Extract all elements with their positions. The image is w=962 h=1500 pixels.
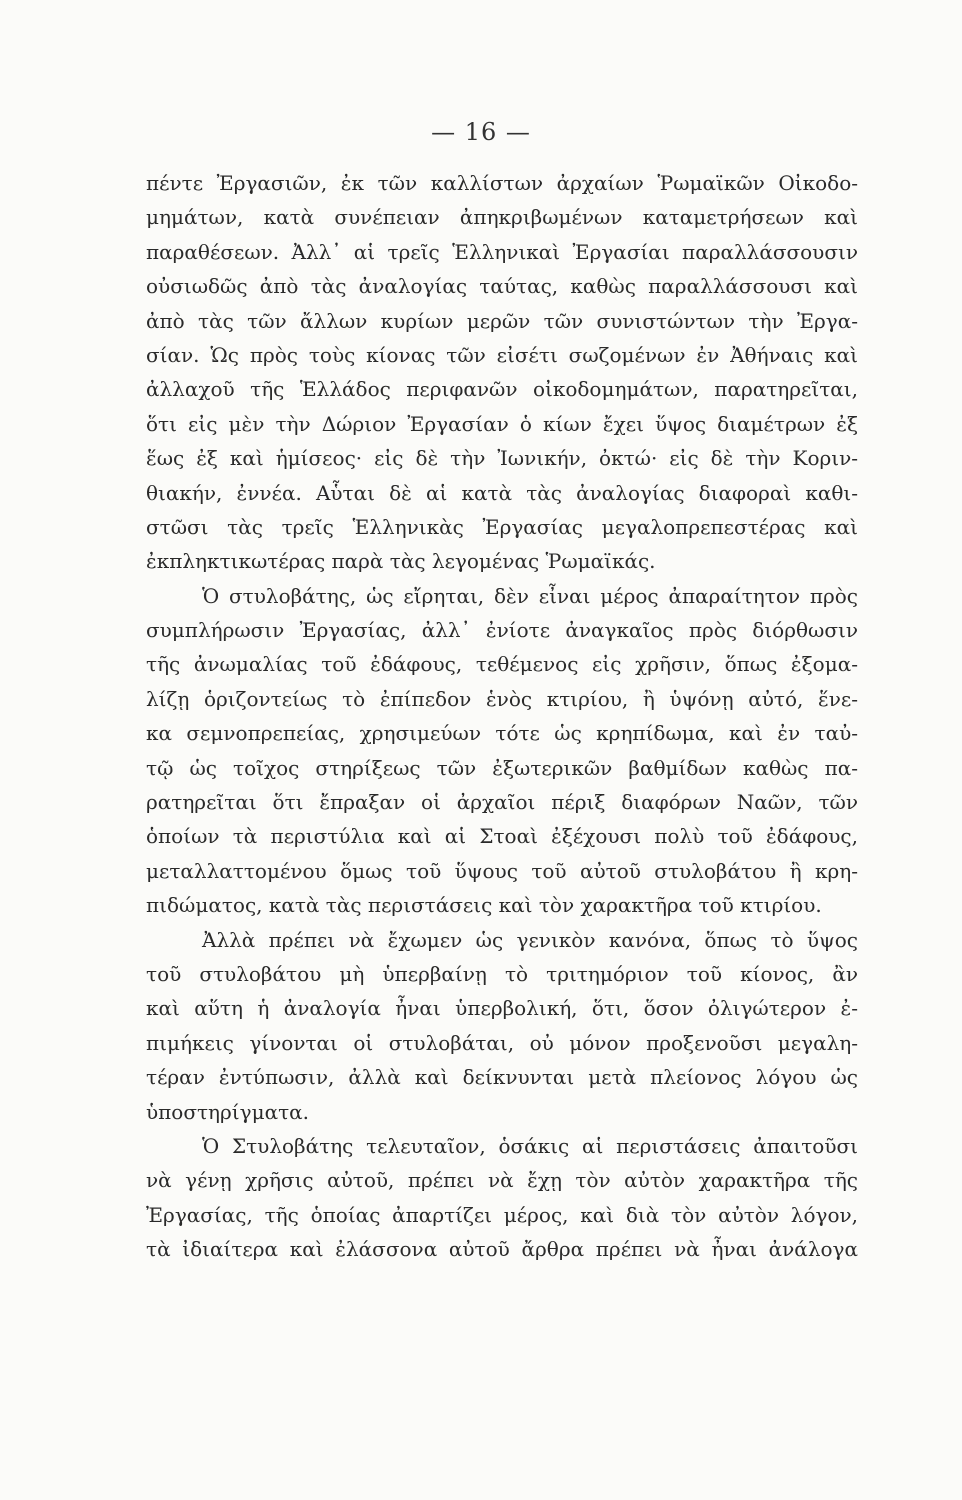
text-line: τὰ ἰδιαίτερα καὶ ἐλάσσονα αὐτοῦ ἄρθρα πρέπει νὰ ἦναι ἀνάλογα <box>146 1237 858 1262</box>
text-line: τέραν ἐντύπωσιν, ἀλλὰ καὶ δείκνυνται μετὰ πλείονος λόγου ὡς <box>146 1065 858 1090</box>
text-line: ἀλλαχοῦ τῆς Ἑλλάδος περιφανῶν οἰκοδομημάτων, παρατηρεῖται, <box>146 377 858 402</box>
text-line: μημάτων, κατὰ συνέπειαν ἀπηκριβωμένων καταμετρήσεων καὶ <box>146 205 858 230</box>
text-line: Ἀλλὰ πρέπει νὰ ἔχωμεν ὡς γενικὸν κανόνα, ὅπως τὸ ὕψος <box>202 927 858 952</box>
text-line: θιακήν, ἐννέα. Αὗται δὲ αἱ κατὰ τὰς ἀναλογίας διαφοραὶ καθι- <box>146 480 858 505</box>
body-text <box>146 166 858 1267</box>
text-line: Ἐργασίας, τῆς ὁποίας ἀπαρτίζει μέρος, καὶ διὰ τὸν αὐτὸν λόγον, <box>146 1202 858 1227</box>
text-line: λίζῃ ὁριζοντείως τὸ ἐπίπεδον ἑνὸς κτιρίου, ἢ ὑψόνῃ αὐτό, ἕνε- <box>146 686 858 711</box>
text-line: πιδώματος, κατὰ τὰς περιστάσεις καὶ τὸν χαρακτῆρα τοῦ κτιρίου. <box>146 893 822 918</box>
text-line: τῆς ἀνωμαλίας τοῦ ἐδάφους, τεθέμενος εἰς χρῆσιν, ὅπως ἐξομα- <box>146 652 858 677</box>
text-line: ἐκπληκτικωτέρας παρὰ τὰς λεγομένας Ῥωμαϊκάς. <box>146 549 656 574</box>
text-line: Ὁ στυλοβάτης, ὡς εἴρηται, δὲν εἶναι μέρος ἀπαραίτητον πρὸς <box>202 583 858 608</box>
text-line: οὐσιωδῶς ἀπὸ τὰς ἀναλογίας ταύτας, καθὼς παραλλάσσουσι καὶ <box>146 274 858 299</box>
text-line: κα σεμνοπρεπείας, χρησιμεύων τότε ὡς κρηπίδωμα, καὶ ἐν ταὐ- <box>146 721 858 746</box>
text-line: σίαν. Ὡς πρὸς τοὺς κίονας τῶν εἰσέτι σωζομένων ἐν Ἀθήναις καὶ <box>146 342 858 367</box>
text-line: ὅτι εἰς μὲν τὴν Δώριον Ἐργασίαν ὁ κίων ἔχει ὕψος διαμέτρων ἐξ <box>146 411 858 436</box>
text-line: παραθέσεων. Ἀλλ᾽ αἱ τρεῖς Ἑλληνικαὶ Ἐργασίαι παραλλάσσουσιν <box>146 239 858 264</box>
text-line: τῷ ὡς τοῖχος στηρίξεως τῶν ἐξωτερικῶν βαθμίδων καθὼς πα- <box>146 755 858 780</box>
text-line: πέντε Ἐργασιῶν, ἐκ τῶν καλλίστων ἀρχαίων Ῥωμαϊκῶν Οἰκοδο- <box>146 171 858 195</box>
text-line: ὑποστηρίγματα. <box>146 1099 310 1124</box>
text-line: συμπλήρωσιν Ἐργασίας, ἀλλ᾽ ἐνίοτε ἀναγκαῖος πρὸς διόρθωσιν <box>146 618 858 643</box>
text-line: νὰ γένῃ χρῆσις αὐτοῦ, πρέπει νὰ ἔχῃ τὸν αὐτὸν χαρακτῆρα τῆς <box>146 1168 858 1193</box>
text-line: Ὁ Στυλοβάτης τελευταῖον, ὁσάκις αἱ περιστάσεις ἀπαιτοῦσι <box>202 1133 858 1158</box>
text-line: τοῦ στυλοβάτου μὴ ὑπερβαίνῃ τὸ τριτημόριον τοῦ κίονος, ἂν <box>146 961 858 986</box>
text-line: πιμήκεις γίνονται οἱ στυλοβάται, οὐ μόνον προξενοῦσι μεγαλη- <box>146 1030 858 1055</box>
text-line: καὶ αὕτη ἡ ἀναλογία ἦναι ὑπερβολική, ὅτι, ὅσον ὀλιγώτερον ἐ- <box>146 996 858 1021</box>
text-line: μεταλλαττομένου ὅμως τοῦ ὕψους τοῦ αὐτοῦ στυλοβάτου ἢ κρη- <box>146 858 858 883</box>
text-line: ὁποίων τὰ περιστύλια καὶ αἱ Στοαὶ ἐξέχουσι πολὺ τοῦ ἐδάφους, <box>146 824 858 849</box>
text-line: ἕως ἐξ καὶ ἡμίσεος· εἰς δὲ τὴν Ἰωνικήν, ὀκτώ· εἰς δὲ τὴν Κοριν- <box>146 446 858 471</box>
text-line: ἀπὸ τὰς τῶν ἄλλων κυρίων μερῶν τῶν συνιστώντων τὴν Ἐργα- <box>146 308 858 333</box>
text-line: ρατηρεῖται ὅτι ἔπραξαν οἱ ἀρχαῖοι πέριξ διαφόρων Ναῶν, τῶν <box>146 790 858 815</box>
text-line: στῶσι τὰς τρεῖς Ἑλληνικὰς Ἐργασίας μεγαλοπρεπεστέρας καὶ <box>146 514 858 539</box>
page-number-header: — 16 — <box>431 118 531 146</box>
